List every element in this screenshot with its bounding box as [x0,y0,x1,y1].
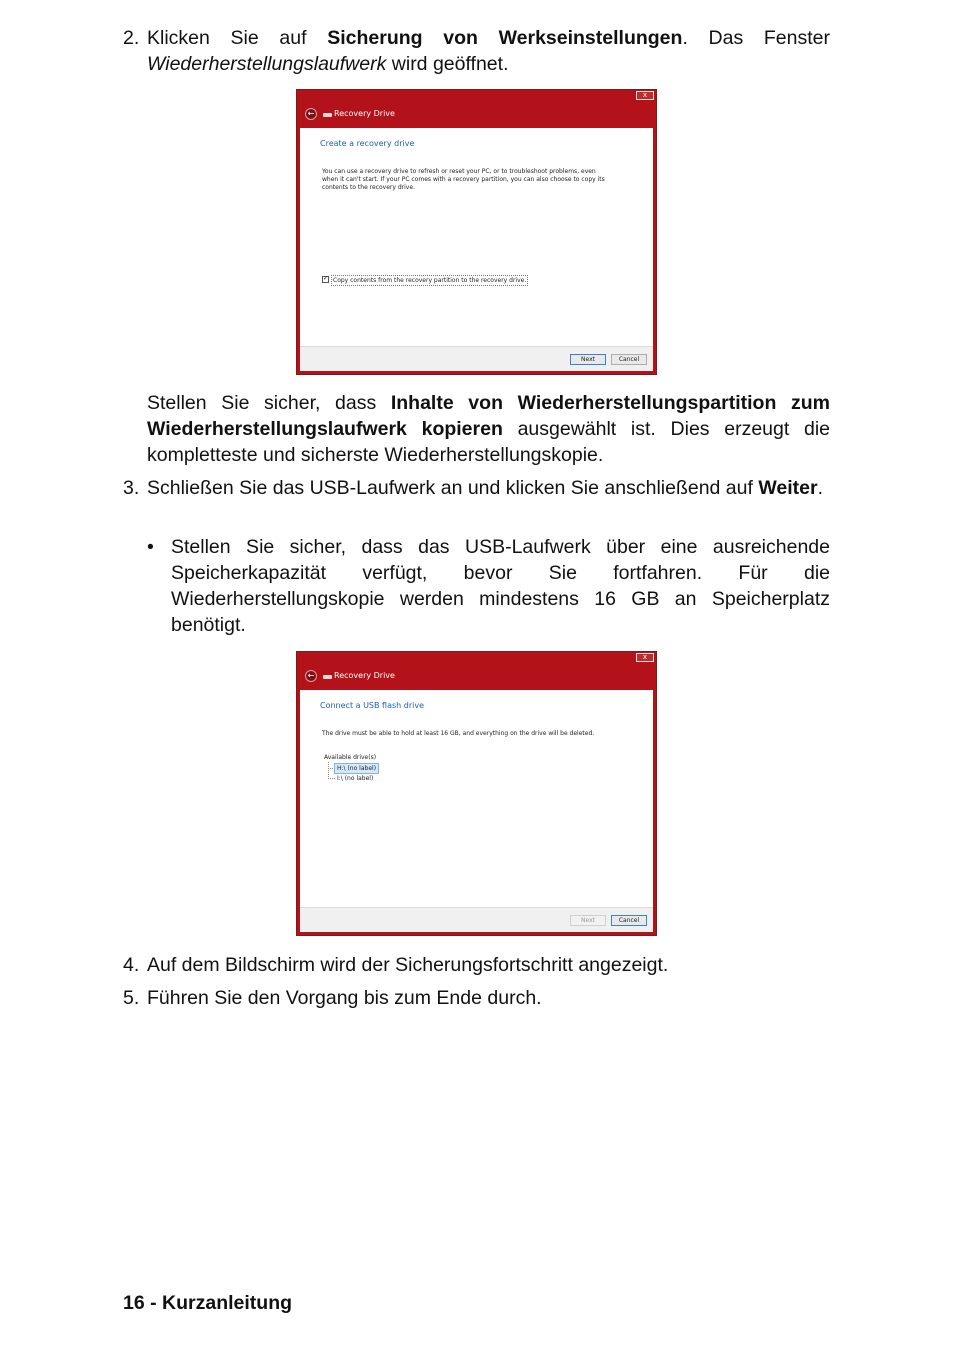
recovery-drive-window-1 [296,89,657,375]
window-description: You can use a recovery drive to refresh or reset your PC, or to troubleshoot problems, even when it can't start. If your PC comes with a recovery partition, you can also choose to copy its contents to the recovery drive. [322,168,605,191]
window-titlebar [300,102,653,128]
back-arrow-icon[interactable]: ← [305,108,317,120]
drive-icon [323,675,332,679]
step-2-bold: Sicherung von Werkseinstellungen [327,27,683,49]
close-icon[interactable]: x [636,91,654,100]
back-arrow-icon[interactable]: ← [305,670,317,682]
step-3-number: 3. [123,477,140,499]
recovery-drive-window-2 [296,651,657,936]
step-4-number: 4. [123,954,140,976]
drive-list-item[interactable]: H:\ (no label) [334,763,379,774]
step-2-text-c: wird geöffnet. [386,53,509,75]
window-description: The drive must be able to hold at least 16 GB, and everything on the drive will be deleted. [322,730,595,737]
window-client [300,128,653,371]
next-button[interactable]: Next [570,354,606,365]
step-3-text [147,475,830,501]
step-4-text: Auf dem Bildschirm wird der Sicherungsfortschritt angezeigt. [147,954,669,976]
note-text-a: Stellen Sie sicher, dass [147,392,391,414]
step-2-number: 2. [123,27,140,49]
step-2-text-a: Klicken Sie auf [147,27,328,49]
cancel-button[interactable]: Cancel [611,915,647,926]
page-footer: 16 - Kurzanleitung [123,1292,293,1314]
copy-partition-checkbox[interactable]: ✓ [323,276,329,282]
step-3-text-a: Schließen Sie das USB-Laufwerk an und klicken Sie anschließend auf [147,477,759,499]
step-5-number: 5. [123,987,140,1009]
step-3-text-b: . [817,477,824,499]
close-icon[interactable]: x [636,653,654,662]
window-title: Recovery Drive [334,671,395,680]
drive-list-item[interactable]: I:\ (no label) [337,775,374,782]
note-bold: Inhalte von Wiederherstellungspartition zum Wiederherstellungslaufwerk kopieren [147,392,830,440]
drive-icon [323,113,332,117]
step-2-text-b: . Das Fenster [682,27,830,49]
bullet-text: Stellen Sie sicher, dass das USB-Laufwerk über eine ausreichende Speicherkapazität verfügt, bevor Sie fortfahren. Für die Wiederherstellungskopie werden mindestens 16 GB an Speicherplatz benötigt. [171,536,830,636]
window-footer [300,907,653,932]
copy-partition-checkbox-label[interactable]: Copy contents from the recovery partition to the recovery drive. [333,277,527,284]
step-2-italic: Wiederherstellungslaufwerk [147,53,387,75]
next-button[interactable]: Next [570,915,606,926]
step-3-bold: Weiter [758,477,818,499]
window-client [300,690,653,932]
window-footer [300,346,653,371]
note-text-b: ausgewählt ist. Dies erzeugt die kompletteste und sicherste Wiederherstellungskopie. [147,418,830,466]
bullet-marker: • [147,536,154,558]
window-heading: Connect a USB flash drive [320,701,424,710]
step-2-text [147,25,830,77]
available-drives-label: Available drive(s) [324,754,377,761]
cancel-button[interactable]: Cancel [611,354,647,365]
window-title: Recovery Drive [334,109,395,118]
step-5-text: Führen Sie den Vorgang bis zum Ende durch. [147,987,542,1009]
window-titlebar [300,664,653,690]
note-paragraph [147,390,830,468]
window-heading: Create a recovery drive [320,139,415,148]
